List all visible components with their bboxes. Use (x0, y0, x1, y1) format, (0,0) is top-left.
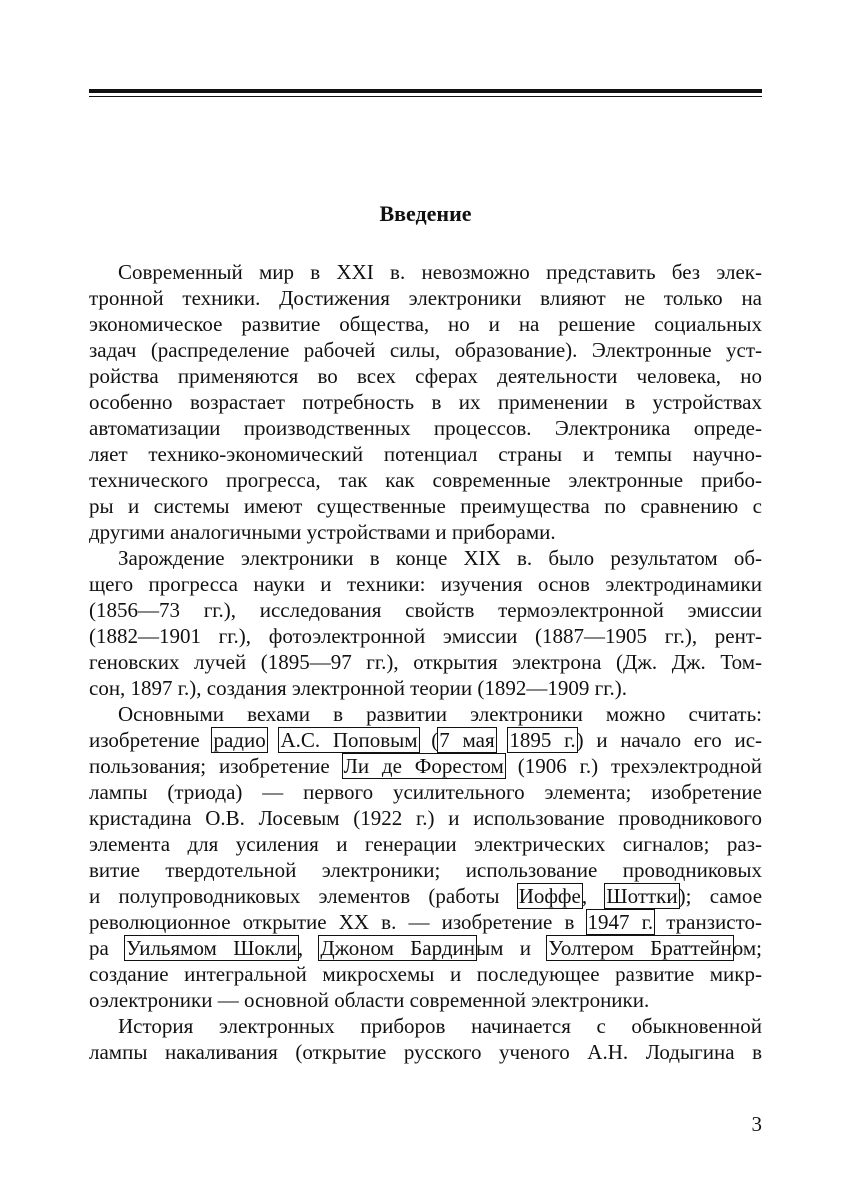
text-line (89, 961, 762, 987)
text-segment: Зарождение электроники в конце XIX в. было результатом об- (118, 546, 762, 570)
text-segment: ым и (475, 936, 548, 960)
text-line (89, 363, 762, 389)
text-segment: создание интегральной микросхемы и последующее развитие микр- (89, 962, 762, 986)
text-line (89, 831, 762, 857)
text-line (89, 649, 762, 675)
text-line (89, 883, 762, 909)
text-segment: Основными вехами в развитии электроники можно считать: (118, 702, 762, 726)
text-segment: технического прогресса, так как современные электронные прибо- (89, 468, 762, 492)
text-line (89, 909, 762, 935)
text-line (89, 311, 762, 337)
text-segment: элемента для усиления и генерации электрических сигналов; раз- (89, 832, 762, 856)
text-line (89, 519, 762, 545)
text-segment: Современный мир в XXI в. невозможно представить без элек- (118, 260, 762, 284)
text-segment: щего прогресса науки и техники: изучения основ электродинамики (89, 572, 762, 596)
header-rule-thin (89, 96, 762, 97)
text-line (89, 1013, 762, 1039)
text-segment: (1906 г.) трехэлектродной (504, 754, 763, 778)
text-segment: экономическое развитие общества, но и на решение социальных (89, 312, 762, 336)
text-segment: , (297, 936, 320, 960)
text-line (89, 285, 762, 311)
highlighted-term: 1895 г. (509, 728, 576, 752)
text-segment: лампы накаливания (открытие русского ученого А.Н. Лодыгина в (89, 1040, 762, 1064)
text-line (89, 389, 762, 415)
text-line (89, 857, 762, 883)
text-line (89, 987, 762, 1013)
header-rule-thick (89, 89, 762, 93)
text-line (89, 441, 762, 467)
text-segment: автоматизации производственных процессов. Электроника опреде- (89, 416, 762, 440)
text-segment: пользования; изобретение (89, 754, 343, 778)
text-segment: , (581, 884, 606, 908)
text-line (89, 675, 762, 701)
text-line (89, 337, 762, 363)
text-segment: другими аналогичными устройствами и приборами. (89, 520, 556, 544)
text-segment: ройства применяются во всех сферах деятельности человека, но (89, 364, 762, 388)
text-line (89, 1039, 762, 1065)
text-segment: ом; (732, 936, 763, 960)
page-number: 3 (751, 1112, 762, 1136)
text-line (89, 935, 762, 961)
text-segment: История электронных приборов начинается с обыкновенной (118, 1014, 762, 1038)
text-segment: ( (418, 728, 439, 752)
section-heading: Введение (379, 201, 472, 226)
text-segment: кристадина О.В. Лосевым (1922 г.) и использование проводникового (89, 806, 762, 830)
text-line (89, 597, 762, 623)
text-segment: революционное открытие XX в. — изобретение в (89, 910, 587, 934)
text-line (89, 779, 762, 805)
highlighted-term: радио (213, 728, 266, 752)
text-line (89, 701, 762, 727)
text-segment: ляет технико-экономический потенциал страны и темпы научно- (89, 442, 762, 466)
text-segment: ) и начало его ис- (576, 728, 763, 752)
text-segment: витие твердотельной электроники; использование проводниковых (89, 858, 762, 882)
highlighted-term: Уолтером Браттейн (548, 936, 732, 960)
text-segment: и полупроводниковых элементов (работы (89, 884, 518, 908)
text-line (89, 415, 762, 441)
highlighted-term: 1947 г. (587, 910, 654, 934)
highlighted-term: Ли де Форестом (343, 754, 504, 778)
text-segment: геновских лучей (1895—97 гг.), открытия электрона (Дж. Дж. Том- (89, 650, 762, 674)
text-segment: сон, 1897 г.), создания электронной теории (1892—1909 гг.). (89, 676, 628, 700)
text-segment: оэлектроники — основной области современной электроники. (89, 988, 650, 1012)
text-line (89, 545, 762, 571)
text-segment: задач (распределение рабочей силы, образование). Электронные уст- (89, 338, 762, 362)
text-line (89, 467, 762, 493)
text-line (89, 259, 762, 285)
text-segment: особенно возрастает потребность в их применении в устройствах (89, 390, 762, 414)
text-segment: ры и системы имеют существенные преимущества по сравнению с (89, 494, 762, 518)
text-segment: ра (89, 936, 126, 960)
text-line (89, 727, 762, 753)
text-segment: лампы (триода) — первого усилительного элемента; изобретение (89, 780, 762, 804)
highlighted-term: Иоффе (518, 884, 581, 908)
text-line (89, 493, 762, 519)
text-segment: изобретение (89, 728, 213, 752)
highlighted-term: Уильямом Шокли (126, 936, 297, 960)
highlighted-term: А.С. Поповым (280, 728, 418, 752)
highlighted-term: 7 мая (439, 728, 495, 752)
text-line (89, 571, 762, 597)
highlighted-term: Джоном Бардин (320, 936, 475, 960)
text-segment: ); самое (678, 884, 763, 908)
text-segment: (1882—1901 гг.), фотоэлектронной эмиссии (1887—1905 гг.), рент- (89, 624, 762, 648)
highlighted-term: Шоттки (606, 884, 678, 908)
text-segment: (1856—73 гг.), исследования свойств термоэлектронной эмиссии (89, 598, 762, 622)
text-segment: тронной техники. Достижения электроники влияют не только на (89, 286, 762, 310)
text-line (89, 805, 762, 831)
body-text (89, 259, 762, 1065)
text-segment: транзисто- (654, 910, 762, 934)
text-line (89, 623, 762, 649)
text-line (89, 753, 762, 779)
